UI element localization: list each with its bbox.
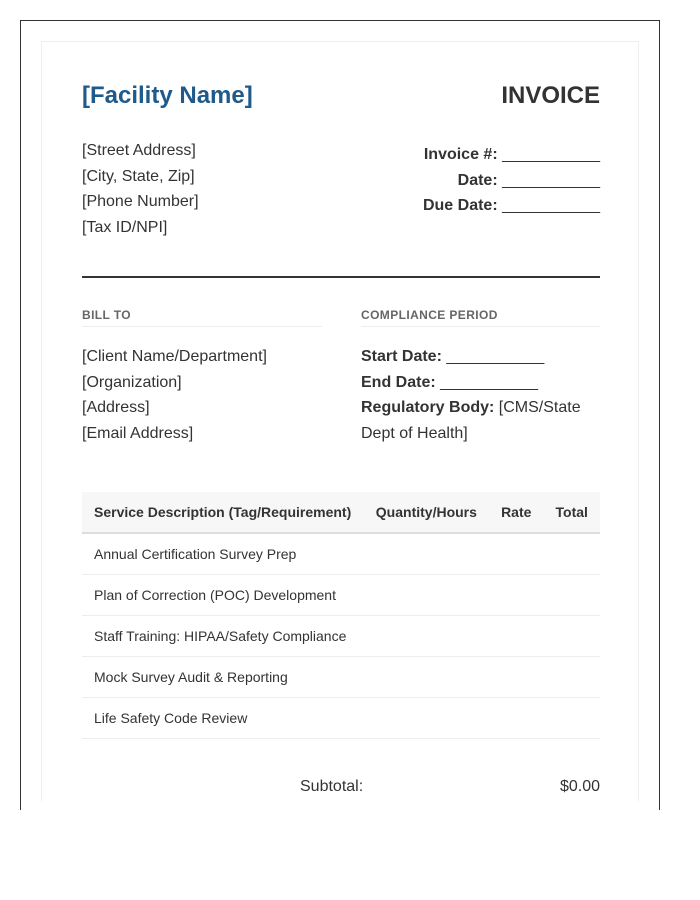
facility-address — [82, 138, 199, 240]
service-total — [543, 616, 600, 657]
invoice-number-row — [423, 142, 600, 168]
table-row — [82, 616, 600, 657]
invoice-title: INVOICE — [501, 82, 600, 109]
service-total — [543, 533, 600, 575]
client-organization: [Organization] — [82, 373, 182, 391]
invoice-frame — [20, 20, 660, 810]
service-rate[interactable] — [489, 616, 543, 657]
column-header-description: Service Description (Tag/Requirement) — [82, 492, 364, 533]
table-row — [82, 657, 600, 698]
service-quantity[interactable] — [364, 575, 489, 616]
table-row — [82, 575, 600, 616]
invoice-date-field[interactable]: ___________ — [502, 171, 600, 189]
end-date-label: End Date: — [361, 373, 436, 391]
compliance-period-heading: COMPLIANCE PERIOD — [361, 308, 600, 327]
table-row — [82, 698, 600, 739]
column-header-total: Total — [543, 492, 600, 533]
regulatory-body-row — [361, 395, 600, 446]
address-line-city: [City, State, Zip] — [82, 167, 195, 185]
client-address: [Address] — [82, 399, 150, 416]
address-line-phone: [Phone Number] — [82, 193, 199, 210]
table-row — [82, 533, 600, 575]
due-date-label: Due Date: — [422, 197, 498, 214]
client-name: [Client Name/Department] — [82, 348, 267, 365]
service-description: Plan of Correction (POC) Development — [82, 575, 364, 616]
regulatory-body-label: Regulatory Body: — [361, 399, 495, 416]
address-line-taxid: [Tax ID/NPI] — [82, 218, 168, 236]
end-date-row — [361, 370, 600, 396]
service-quantity[interactable] — [364, 657, 489, 698]
service-rate[interactable] — [489, 657, 543, 698]
client-email: [Email Address] — [82, 424, 194, 442]
service-rate[interactable] — [489, 698, 543, 739]
header-divider — [82, 276, 600, 278]
service-description: Staff Training: HIPAA/Safety Compliance — [82, 616, 364, 657]
due-date-row — [423, 193, 600, 219]
service-rate[interactable] — [489, 533, 543, 575]
subtotal-value: $0.00 — [559, 778, 600, 795]
end-date-field[interactable]: ___________ — [440, 373, 539, 391]
service-quantity[interactable] — [364, 533, 489, 575]
service-description: Life Safety Code Review — [82, 698, 364, 739]
invoice-number-label: Invoice #: — [423, 146, 498, 163]
bill-to-heading: BILL TO — [82, 308, 322, 327]
regulatory-body-value: [CMS/State Dept of Health] — [361, 399, 581, 442]
bill-to-details — [82, 344, 267, 446]
subtotal-label: Subtotal: — [300, 778, 364, 795]
service-quantity[interactable] — [364, 698, 489, 739]
service-description: Mock Survey Audit & Reporting — [82, 657, 364, 698]
compliance-details — [361, 344, 600, 446]
invoice-meta — [423, 142, 600, 219]
column-header-quantity: Quantity/Hours — [364, 492, 489, 533]
invoice-date-row — [423, 168, 600, 194]
column-header-rate: Rate — [489, 492, 543, 533]
service-description: Annual Certification Survey Prep — [82, 533, 364, 575]
services-table — [82, 492, 600, 739]
invoice-page — [41, 41, 639, 801]
start-date-row — [361, 344, 600, 370]
service-total — [543, 698, 600, 739]
start-date-field[interactable]: ___________ — [446, 348, 545, 365]
invoice-date-label: Date: — [457, 171, 498, 189]
service-rate[interactable] — [489, 575, 543, 616]
invoice-number-field[interactable]: ___________ — [502, 146, 600, 163]
address-line-street: [Street Address] — [82, 142, 196, 159]
service-quantity[interactable] — [364, 616, 489, 657]
due-date-field[interactable]: ___________ — [502, 197, 600, 214]
start-date-label: Start Date: — [361, 348, 442, 365]
service-total — [543, 575, 600, 616]
table-header-row — [82, 492, 600, 533]
service-total — [543, 657, 600, 698]
facility-name: [Facility Name] — [82, 82, 253, 109]
